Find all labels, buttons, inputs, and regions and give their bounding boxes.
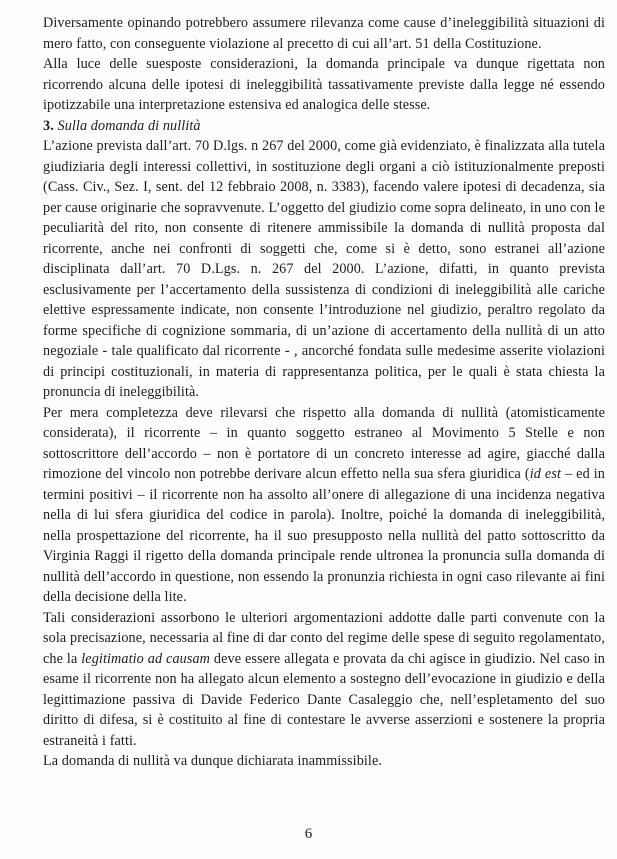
text-run: Per mera completezza deve rilevarsi che rispetto alla domanda di nullità (atomisticamente considerata), il ricorrente – in quanto soggetto estraneo al Movimento 5 Stelle e non sottoscrittore dell’accordo – non è portatore di un concreto interesse ad agire, giacché dalla rimozione del vincolo non potrebbe derivare alcun effetto nella sua sfera giuridica ( <box>43 404 605 482</box>
paragraph <box>43 608 605 752</box>
text-run: id est <box>529 466 561 482</box>
text-run: Tali considerazioni assorbono le ulteriori argomentazioni addotte dalle parti convenute con la sola precisazione, necessaria al fine di dar conto del regime delle spese di seguito regolamentato, che la <box>43 609 605 667</box>
paragraph <box>43 403 605 608</box>
text-run: legitimatio ad causam <box>81 650 211 667</box>
paragraph <box>43 751 605 772</box>
text-run: La domanda di nullità va dunque dichiarata inammissibile. <box>43 753 383 769</box>
text-run: – ed in termini positivi – il ricorrente non ha assolto all’onere di allegazione di una incidenza negativa nella di lui sfera giuridica del codice in parola). Inoltre, poiché la domanda di ineleggibilità, nella prospettazione del ricorrente, ha il suo presupposto nella nullità del patto sottoscritto da Virginia Raggi il rigetto della domanda principale rende ultronea la pronuncia sulla domanda di nullità dell’accordo in questione, non essendo la pronunzia richiesta in ogni caso rilevante ai fini della decisione della lite. <box>43 466 605 605</box>
text-run: deve essere allegata e provata da chi agisce in giudizio. Nel caso in esame il ricorrente non ha allegato alcun elemento a sostegno dell’evocazione in giudizio e della legittimazione passiva di Davide Federico Dante Casaleggio che, nell’espletamento del suo diritto di difesa, si è costituito al fine di contestare le avverse asserzioni e sostenere la propria estraneità i fatti. <box>43 650 605 749</box>
text-run: Sulla domanda di nullità <box>57 117 201 134</box>
section-heading <box>43 116 605 137</box>
text-run: Diversamente opinando potrebbero assumere rilevanza come cause d’ineleggibilità situazioni di mero fatto, con conseguente violazione al precetto di cui all’art. 51 della Costituzione. <box>43 15 605 52</box>
text-run: L’azione prevista dall’art. 70 D.lgs. n 267 del 2000, come già evidenziato, è finalizzata alla tutela giudiziaria degli interessi collettivi, in sostituzione degli organi a ciò istituzionalmente preposti (Cass. Civ., Sez. I, sent. del 12 febbraio 2008, n. 3383), facendo valere ipotesi di decadenza, sia per cause originarie che sopravvenute. L’oggetto del giudizio come sopra delineato, in uno con le peculiarità del rito, non consente di ritenere ammissibile la domanda di nullità proposta dal ricorrente, anche nei confronti di soggetti che, come si è detto, sono estranei all’azione disciplinata dall’art. 70 D.Lgs. n. 267 del 2000. L’azione, difatti, in quanto prevista esclusivamente per l’accertamento della sussistenza di condizioni di ineleggibilità alle cariche elettive espressamente indicate, non consente l’introduzione nel giudizio, peraltro regolato da forme specifiche di cognizione sommaria, di un’azione di accertamento della nullità di un atto negoziale - tale qualificato dal ricorrente - , ancorché fondata sulle medesime asserite violazioni di principi costituzionali, in materia di rappresentanza politica, per le quali è stata chiesta la pronuncia di ineleggibilità. <box>43 138 605 400</box>
paragraph <box>43 136 605 403</box>
text-run: 3. <box>43 117 58 134</box>
page-number: 6 <box>304 826 313 842</box>
paragraph <box>43 13 605 54</box>
text-run: Alla luce delle suesposte considerazioni, la domanda principale va dunque rigettata non ricorrendo alcuna delle ipotesi di ineleggibilità tassativamente previste dalla legge né essendo ipotizzabile una interpretazione estensiva ed analogica delle stesse. <box>43 56 605 113</box>
document-body <box>43 13 605 772</box>
paragraph <box>43 54 605 116</box>
